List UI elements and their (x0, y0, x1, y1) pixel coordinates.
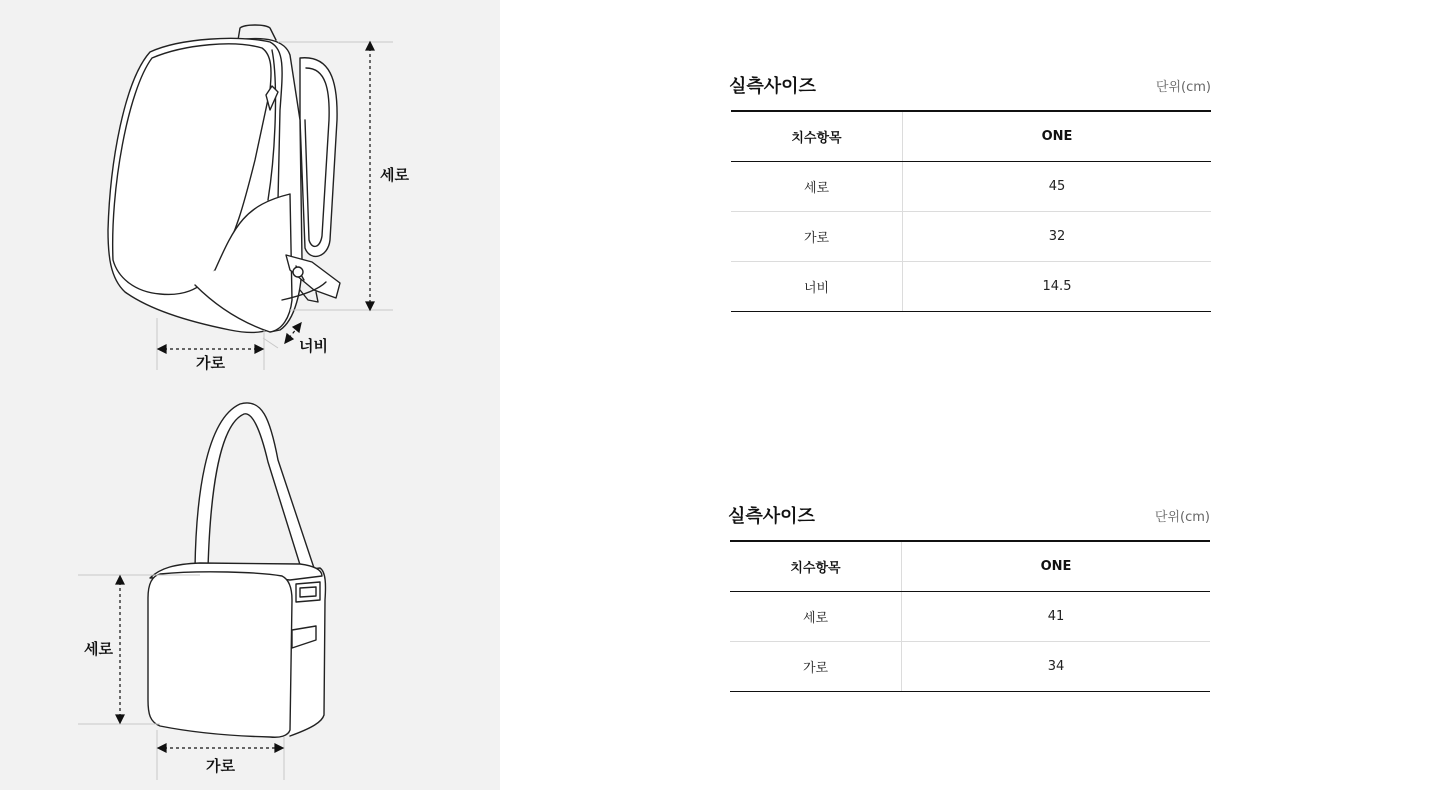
table-row (730, 592, 1210, 642)
row-item: 세로 (730, 592, 902, 642)
row-value: 41 (902, 592, 1211, 642)
backpack-icon (108, 25, 340, 332)
size-table (730, 540, 1210, 692)
row-item: 세로 (731, 162, 903, 212)
size-guide-illustration-panel (0, 0, 500, 790)
backpack-depth-label: 너비 (299, 337, 328, 355)
shoulder-bag-height-label: 세로 (84, 640, 113, 658)
table-header-row (731, 111, 1211, 162)
header-size: ONE (903, 111, 1212, 162)
unit-label: 단위(cm) (1154, 510, 1210, 525)
section-title: 실측사이즈 (728, 506, 815, 527)
row-item: 가로 (731, 212, 903, 262)
row-item: 너비 (731, 262, 903, 312)
table-row (731, 262, 1211, 312)
header-size: ONE (902, 541, 1211, 592)
row-value: 32 (903, 212, 1212, 262)
row-value: 14.5 (903, 262, 1212, 312)
backpack-width-label: 가로 (196, 354, 225, 372)
unit-label: 단위(cm) (1155, 80, 1211, 95)
table-row (731, 212, 1211, 262)
bag-illustrations (0, 0, 500, 790)
table-row (731, 162, 1211, 212)
row-value: 34 (902, 642, 1211, 692)
section-title: 실측사이즈 (729, 76, 816, 97)
header-item: 치수항목 (731, 111, 903, 162)
table-row (730, 642, 1210, 692)
header-item: 치수항목 (730, 541, 902, 592)
row-value: 45 (903, 162, 1212, 212)
size-table (731, 110, 1211, 312)
backpack-height-label: 세로 (380, 166, 409, 184)
row-item: 가로 (730, 642, 902, 692)
table-header-row (730, 541, 1210, 592)
shoulder-bag-width-label: 가로 (206, 757, 235, 775)
shoulder-bag-icon (148, 403, 325, 737)
